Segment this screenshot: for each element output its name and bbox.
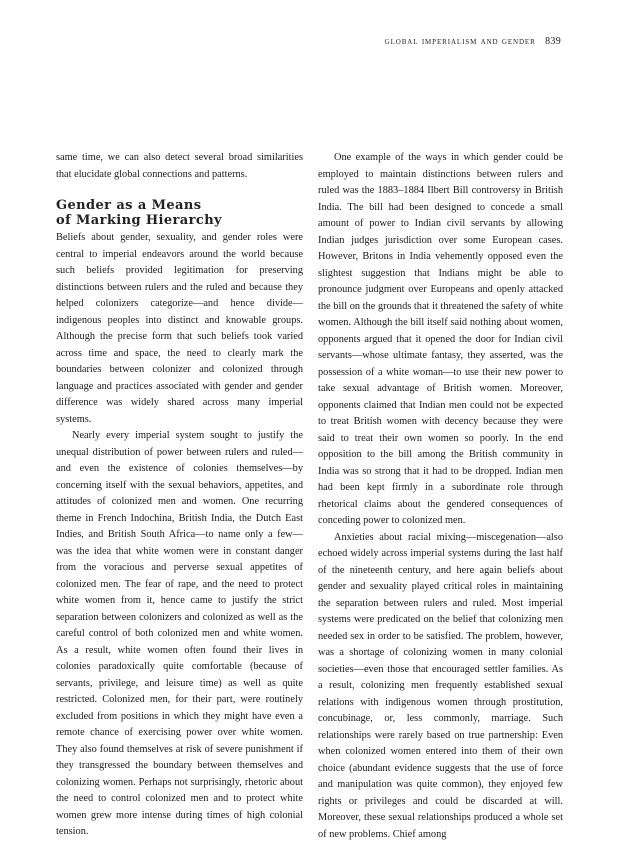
body-paragraph: Anxieties about racial mixing—miscegenation—also echoed widely across imperial systems during the last half of the nineteenth century, and here again beliefs about gender and sexuality played critical roles in maintaining the separation between rulers and ruled. Most imperial systems were predicated on the belief that colonizing men needed sex in order to be satisfied. The problem, however, was a shortage of colonizing women in many colonial societies—even those that encouraged settler families. As a result, colonizing men frequently established sexual relations with indigenous women through prostitution, concubinage, or, less commonly, marriage. Such relationships were rarely based on true partnership: Even when colonized women entered into them of their own choice (abundant evidence suggests that the use of force and manipulation was quite common), they enjoyed few rights or privileges and could be discarded at will. Moreover, these sexual relationships produced a whole set of new problems. Chief among bbox=[318, 530, 563, 843]
running-title: global imperialism and gender bbox=[385, 36, 536, 47]
body-paragraph: One example of the ways in which gender could be employed to maintain distinctions between rulers and ruled was the 1883–1884 Ilbert Bill controversy in British India. The bill had been designed to concede a small amount of power to Indian civil servants by allowing Indian judges jurisdiction over some European cases. However, Britons in India vehemently opposed even the slightest suggestion that Indians might be able to pronounce judgment over Europeans and openly attacked the bill on the grounds that it threatened the safety of white women. Although the bill itself said nothing about women, opponents argued that it opened the door for Indian civil servants—whose ultimate fantasy, they asserted, was the possession of a white woman—to use their new power to take sexual advantage of British women. Moreover, opponents claimed that Indian men could not be expected to treat British women with decency because they were said to treat their own women so poorly. In the end opposition to the bill among the British community in India was so strong that it had to be dropped. Indian men had been kept firmly in a subordinate role through rhetorical claims about the gendered consequences of conceding power to colonized men. bbox=[318, 150, 563, 530]
body-paragraph: Beliefs about gender, sexuality, and gender roles were central to imperial endeavors around the world because such beliefs provided legitimation for preserving distinctions between rulers and the ruled and because they helped colonizers categorize—and hence divide—indigenous peoples into distinct and knowable groups. Although the precise form that such beliefs took varied across time and space, the need to clearly mark the boundaries between colonizer and colonized through language and practices associated with gender and gender difference was widely shared across many imperial systems. bbox=[56, 230, 303, 428]
opening-paragraph: same time, we can also detect several broad similarities that elucidate global connections and patterns. bbox=[56, 150, 303, 183]
right-column bbox=[318, 150, 563, 843]
running-header bbox=[385, 36, 561, 47]
body-paragraph: Nearly every imperial system sought to justify the unequal distribution of power between rulers and ruled—and even the existence of colonies themselves—by concerning itself with the sexual behaviors, appetites, and attitudes of colonized men and women. One recurring theme in French Indochina, British India, the Dutch East Indies, and British South Africa—to name only a few—was the idea that white women were in constant danger from the voracious and perverse sexual appetites of colonized men. The fear of rape, and the need to protect white women from it, hence came to justify the strict separation between colonizers and colonized as well as the careful control of both colonized men and white women. As a result, white women often found their lives in colonies paradoxically quite comfortable (because of servants, privilege, and leisure time) as well as quite restricted. Colonized men, for their part, were routinely excluded from positions in which they might have even a remote chance of exercising power over white women. They also found themselves at risk of severe punishment if they transgressed the boundary between themselves and colonizing women. Perhaps not surprisingly, rhetoric about the need to control colonized men and to protect white women grew more intense during times of high colonial tension. bbox=[56, 428, 303, 841]
section-heading-line-2: of Marking Hierarchy bbox=[56, 213, 222, 228]
section-heading bbox=[56, 198, 303, 228]
section-heading-line-1: Gender as a Means bbox=[56, 198, 201, 213]
left-column bbox=[56, 150, 303, 841]
page-number: 839 bbox=[545, 36, 561, 47]
